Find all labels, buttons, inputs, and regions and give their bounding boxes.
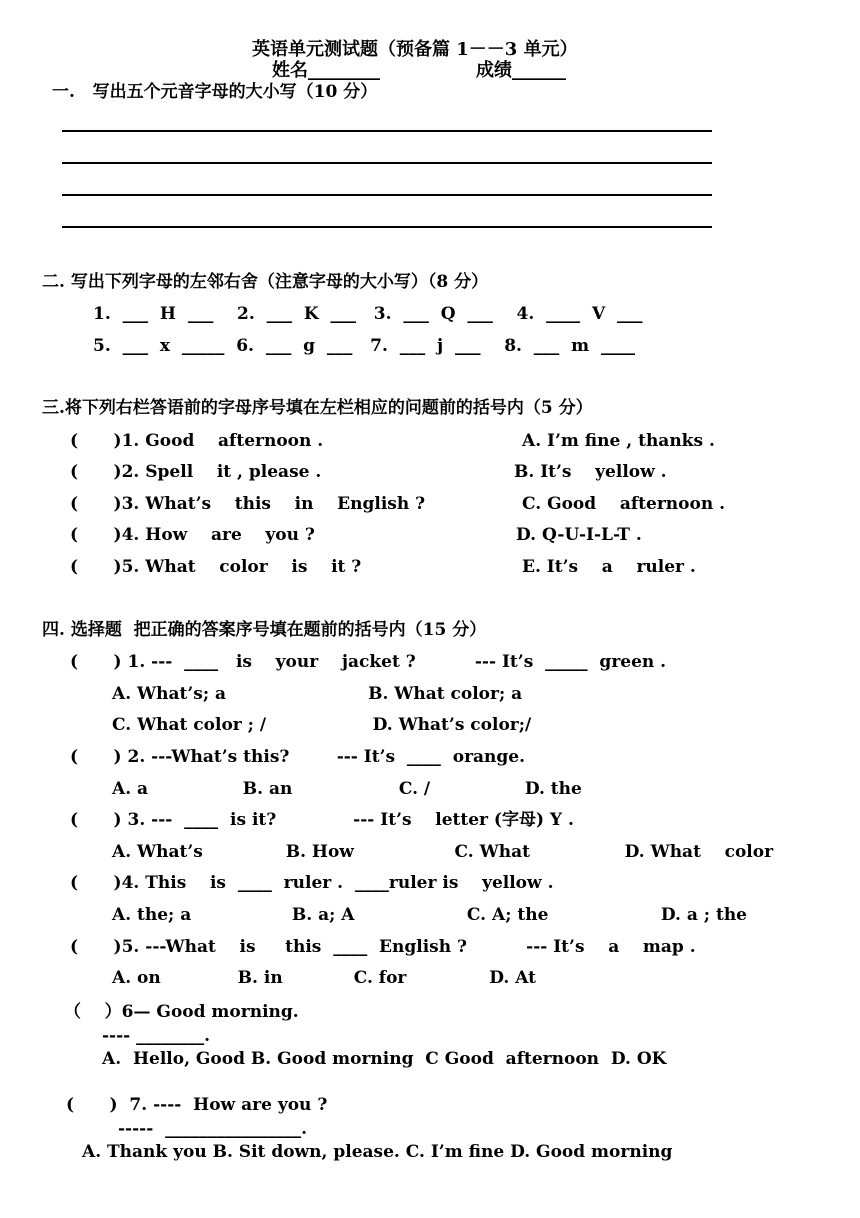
choice-options: A. a B. an C. / D. the: [112, 779, 582, 799]
score-field-label: 成绩______: [476, 60, 566, 81]
match-question: ( )5. What color is it ?: [70, 557, 362, 577]
section-3-heading: 三.将下列右栏答语前的字母序号填在左栏相应的问题前的括号内（5 分）: [42, 398, 593, 418]
answer-line: [62, 226, 712, 228]
choice-options: A. Thank you B. Sit down, please. C. I’m fine D. Good morning: [82, 1142, 673, 1162]
answer-blank: ----- ________________.: [118, 1119, 308, 1139]
match-answer: D. Q-U-I-L-T .: [516, 525, 642, 545]
choice-question: （ ）6— Good morning.: [64, 1002, 299, 1022]
match-question: ( )4. How are you ?: [70, 525, 315, 545]
match-answer: B. It’s yellow .: [514, 462, 667, 482]
choice-options: C. What color ; / D. What’s color;/: [112, 715, 532, 735]
match-answer: C. Good afternoon .: [522, 494, 726, 514]
answer-blank: ---- ________.: [102, 1026, 211, 1046]
name-field-label: 姓名________: [272, 60, 380, 81]
choice-options: A. What’s B. How C. What D. What color: [112, 842, 774, 862]
letter-row-1: 1. ___ H ___ 2. ___ K ___ 3. ___ Q ___ 4. ____ V ___: [93, 304, 643, 324]
choice-question: ( ) 7. ---- How are you ?: [66, 1095, 328, 1115]
match-question: ( )3. What’s this in English ?: [70, 494, 426, 514]
match-question: ( )2. Spell it , please .: [70, 462, 322, 482]
section-4-heading: 四. 选择题 把正确的答案序号填在题前的括号内（15 分）: [42, 620, 487, 640]
choice-options: A. on B. in C. for D. At: [112, 968, 536, 988]
choice-question: ( ) 3. --- ____ is it? --- It’s letter (字母) Y .: [70, 810, 574, 830]
match-question: ( )1. Good afternoon .: [70, 431, 324, 451]
choice-options: A. Hello, Good B. Good morning C Good afternoon D. OK: [102, 1049, 667, 1069]
choice-question: ( )5. ---What is this ____ English ? --- It’s a map .: [70, 937, 696, 957]
match-answer: A. I’m fine , thanks .: [522, 431, 715, 451]
page-title: 英语单元测试题（预备篇 1－－3 单元）: [252, 39, 578, 60]
letter-row-2: 5. ___ x _____ 6. ___ g ___ 7. ___ j ___ 8. ___ m ____: [93, 336, 635, 356]
choice-question: ( ) 2. ---What’s this? --- It’s ____ orange.: [70, 747, 526, 767]
match-answer: E. It’s a ruler .: [522, 557, 696, 577]
choice-question: ( )4. This is ____ ruler . ____ruler is yellow .: [70, 873, 554, 893]
section-2-heading: 二. 写出下列字母的左邻右舍（注意字母的大小写）（8 分）: [42, 272, 489, 292]
section-1-heading: 一. 写出五个元音字母的大小写（10 分）: [52, 82, 378, 102]
choice-question: ( ) 1. --- ____ is your jacket ? --- It’s _____ green .: [70, 652, 667, 672]
choice-options: A. the; a B. a; A C. A; the D. a ; the: [112, 905, 747, 925]
answer-line: [62, 130, 712, 132]
choice-options: A. What’s; a B. What color; a: [112, 684, 523, 704]
answer-line: [62, 162, 712, 164]
answer-line: [62, 194, 712, 196]
